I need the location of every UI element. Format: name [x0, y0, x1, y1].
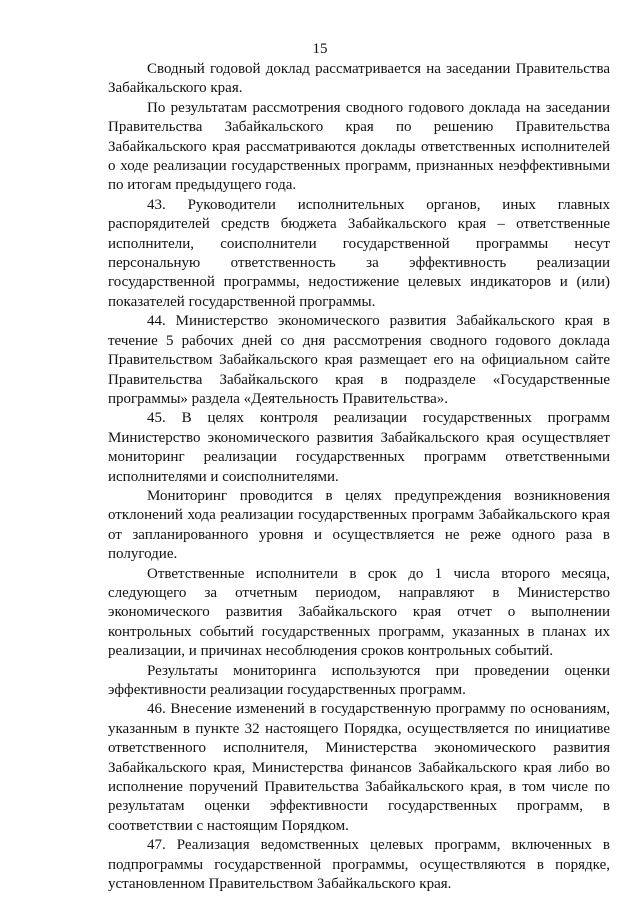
- paragraph-report-results: По результатам рассмотрения сводного годового доклада на заседании Правительства Забайкальского края по решению Правительства Забайкальского края рассматриваются доклады ответственных исполнителей о ходе реализации государственных программ, признанных неэффективными по итогам предыдущего года.: [108, 99, 610, 194]
- paragraph-47: 47. Реализация ведомственных целевых программ, включенных в подпрограммы государственной программы, осуществляются в порядке, установленном Правительством Забайкальского края.: [108, 837, 610, 893]
- paragraph-46: 46. Внесение изменений в государственную программу по основаниям, указанным в пункте 32 настоящего Порядка, осуществляется по инициативе ответственного исполнителя, Министерства экономического развития Забайкальского края, Министерства финансов Забайкальского края либо во исполнение поручений Правительства Забайкальского края, в том числе по результатам оценки эффективности государственных программ, в соответствии с настоящим Порядком.: [108, 701, 610, 834]
- paragraph-43: 43. Руководители исполнительных органов, иных главных распорядителей средств бюджета Забайкальского края – ответственные исполнители, соисполнители государственной программы несут персональную ответственность за эффективность реализации государственной программы, недостижение целевых индикаторов и (или) показателей государственной программы.: [108, 196, 610, 310]
- paragraph-monitoring-results: Результаты мониторинга используются при проведении оценки эффективности реализации государственных программ.: [108, 662, 610, 698]
- paragraph-report-review: Сводный годовой доклад рассматривается на заседании Правительства Забайкальского края.: [108, 61, 610, 97]
- document-body: [108, 60, 610, 894]
- page-number: 15: [312, 41, 328, 57]
- paragraph-responsible-executors: Ответственные исполнители в срок до 1 числа второго месяца, следующего за отчетным периодом, направляют в Министерство экономического развития Забайкальского края отчет о выполнении контрольных событий государственных программ, указанных в планах их реализации, и причинах несоблюдения сроков контрольных событий.: [108, 565, 610, 660]
- paragraph-44: 44. Министерство экономического развития Забайкальского края в течение 5 рабочих дней со дня рассмотрения сводного годового доклада Правительством Забайкальского края размещает его на официальном сайте Правительства Забайкальского края в подразделе «Государственные программы» раздела «Деятельность Правительства».: [108, 313, 610, 407]
- paragraph-45: 45. В целях контроля реализации государственных программ Министерство экономического развития Забайкальского края осуществляет мониторинг реализации государственных программ ответственными исполнителями и соисполнителями.: [108, 410, 610, 485]
- paragraph-monitoring: Мониторинг проводится в целях предупреждения возникновения отклонений хода реализации государственных программ Забайкальского края от запланированного уровня и осуществляется не реже одного раза в полугодие.: [108, 487, 610, 563]
